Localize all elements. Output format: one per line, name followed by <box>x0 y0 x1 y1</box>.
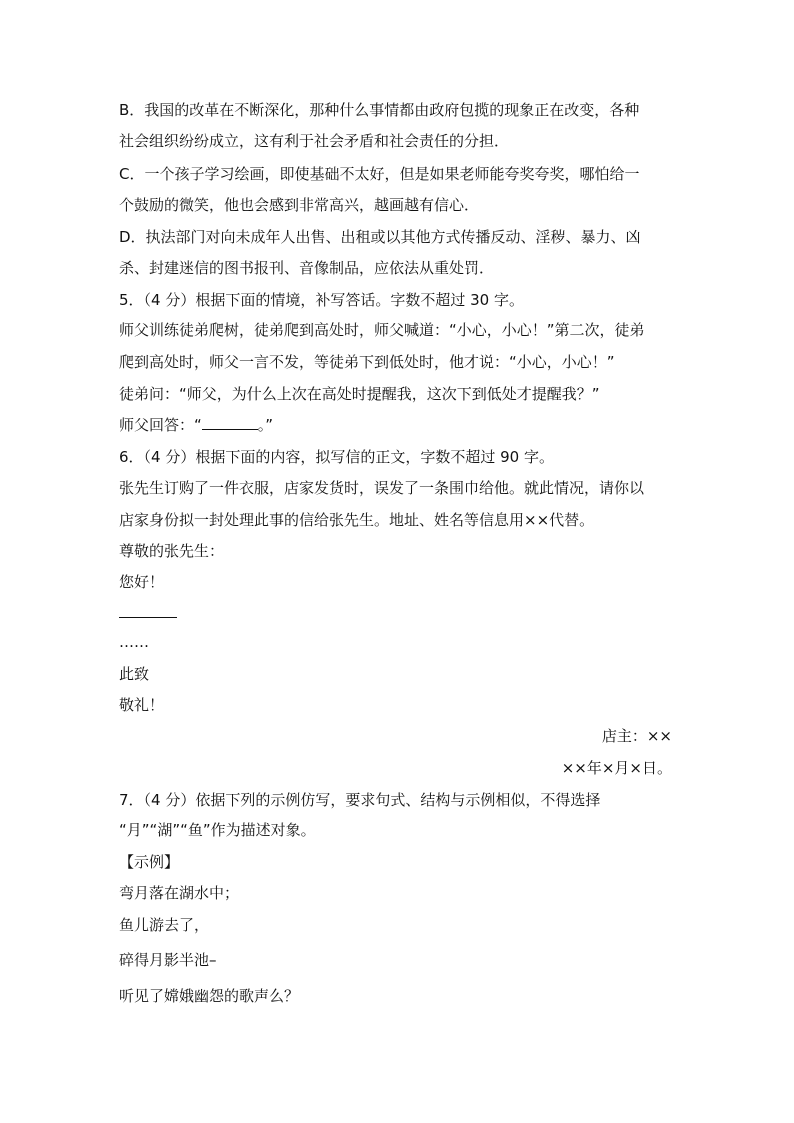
example-line-4: 听见了嫦娥幽怨的歌声么？ <box>119 987 300 1005</box>
option-d-line-2: 杀、封建迷信的图书报刊、音像制品，应依法从重处罚． <box>119 259 495 277</box>
answer-blank <box>202 415 258 430</box>
question-7-title-2: “月”“湖”“鱼”作为描述对象。 <box>119 821 316 839</box>
letter-date: ××年×月×日。 <box>561 759 672 777</box>
answer-prefix: 师父回答：“ <box>119 416 202 434</box>
example-line-3: 碎得月影半池– <box>119 951 217 969</box>
question-5-text-2: 爬到高处时，师父一言不发，等徒弟下到低处时，他才说：“小心，小心！” <box>119 353 615 371</box>
question-5-text-3: 徒弟问：“师父，为什么上次在高处时提醒我，这次下到低处才提醒我？” <box>119 385 600 403</box>
option-c-line-2: 个鼓励的微笑，他也会感到非常高兴，越画越有信心． <box>119 196 480 214</box>
letter-hello: 您好！ <box>119 573 165 591</box>
question-5-answer-line <box>119 415 679 435</box>
option-d-line-1: D．执法部门对向未成年人出售、出租或以其他方式传播反动、淫秽、暴力、凶 <box>119 228 641 246</box>
letter-body-blank <box>119 617 177 618</box>
question-6-text-2: 店家身份拟一封处理此事的信给张先生。地址、姓名等信息用××代替。 <box>119 511 595 529</box>
letter-closing-1: 此致 <box>119 665 150 683</box>
option-b-line-2: 社会组织纷纷成立，这有利于社会矛盾和社会责任的分担． <box>119 132 510 150</box>
example-line-2: 鱼儿游去了， <box>119 916 210 934</box>
letter-ellipsis: …… <box>119 633 149 651</box>
question-5-title: 5．（4 分）根据下面的情境，补写答话。字数不超过 30 字。 <box>119 291 524 309</box>
question-5-text-1: 师父训练徒弟爬树，徒弟爬到高处时，师父喊道：“小心，小心！”第二次，徒弟 <box>119 321 645 339</box>
letter-closing-2: 敬礼！ <box>119 696 165 714</box>
letter-greeting: 尊敬的张先生： <box>119 542 225 560</box>
option-c-line-1: C．一个孩子学习绘画，即使基础不太好，但是如果老师能夸奖夸奖，哪怕给一 <box>119 165 640 183</box>
question-7-title-1: 7．（4 分）依据下列的示例仿写，要求句式、结构与示例相似，不得选择 <box>119 791 601 809</box>
question-6-text-1: 张先生订购了一件衣服，店家发货时，误发了一条围巾给他。就此情况，请你以 <box>119 479 645 497</box>
option-b-line-1: B．我国的改革在不断深化，那种什么事情都由政府包揽的现象正在改变，各种 <box>119 101 640 119</box>
letter-signature: 店主：×× <box>601 727 672 745</box>
example-label: 【示例】 <box>119 853 180 871</box>
question-6-title: 6．（4 分）根据下面的内容，拟写信的正文，字数不超过 90 字。 <box>119 448 554 466</box>
example-line-1: 弯月落在湖水中； <box>119 884 240 902</box>
answer-suffix: 。” <box>257 416 274 434</box>
